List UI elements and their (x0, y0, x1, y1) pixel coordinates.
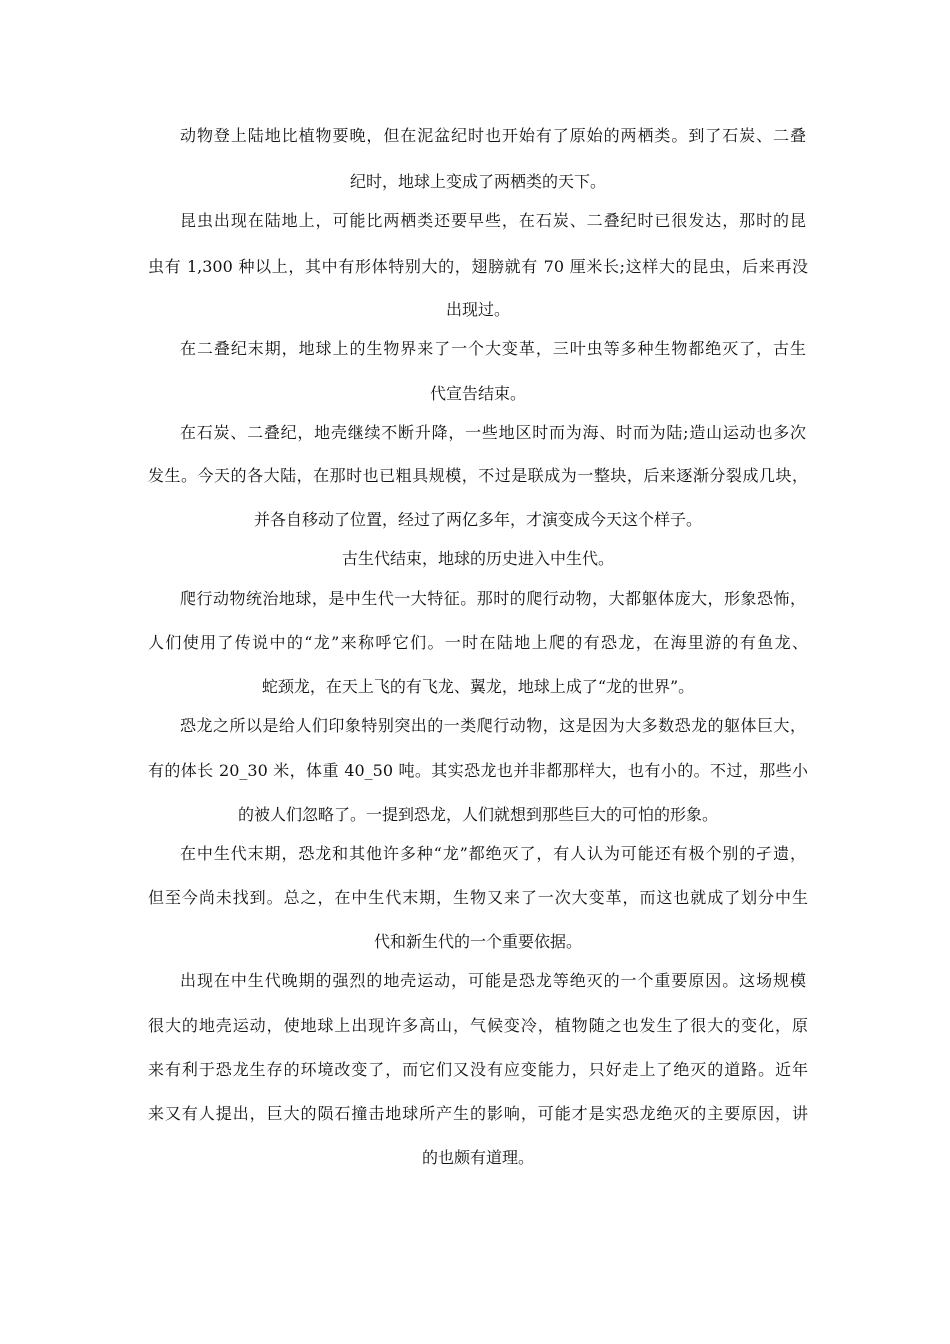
text-line: 但至今尚未找到。总之，在中生代末期，生物又来了一次大变革，而这也就成了划分中生 (148, 888, 808, 907)
text-line: 的被人们忽略了。一提到恐龙，人们就想到那些巨大的可怕的形象。 (237, 805, 718, 824)
text-line: 出现过。 (445, 300, 510, 319)
text-line: 虫有 1,300 种以上，其中有形体特别大的，翅膀就有 70 厘米长;这样大的昆虫，后来再没 (148, 257, 808, 276)
text-line: 在石炭、二叠纪，地壳继续不断升降，一些地区时而为海、时而为陆;造山运动也多次 (180, 423, 806, 442)
text-line: 来又有人提出，巨大的陨石撞击地球所产生的影响，可能才是实恐龙绝灭的主要原因，讲 (148, 1104, 808, 1123)
text-line: 昆虫出现在陆地上，可能比两栖类还要早些，在石炭、二叠纪时已很发达，那时的昆 (180, 211, 806, 230)
text-line: 代宣告结束。 (429, 384, 526, 403)
text-line: 纪时，地球上变成了两栖类的天下。 (349, 172, 606, 191)
text-line: 并各自移动了位置，经过了两亿多年，才演变成今天这个样子。 (253, 510, 702, 529)
text-line: 有的体长 20_30 米，体重 40_50 吨。其实恐龙也并非都那样大，也有小的。不过，那些小 (148, 761, 808, 780)
text-line: 代和新生代的一个重要依据。 (373, 932, 582, 951)
text-line: 出现在中生代晚期的强烈的地壳运动，可能是恐龙等绝灭的一个重要原因。这场规模 (180, 971, 806, 990)
text-line: 蛇颈龙，在天上飞的有飞龙、翼龙，地球上成了“龙的世界”。 (261, 677, 695, 696)
text-line: 动物登上陆地比植物要晚，但在泥盆纪时也开始有了原始的两栖类。到了石炭、二叠 (180, 126, 806, 145)
text-line: 发生。今天的各大陆，在那时也已粗具规模，不过是联成为一整块，后来逐渐分裂成几块， (148, 466, 808, 485)
text-line: 很大的地壳运动，使地球上出现许多高山，气候变冷，植物随之也发生了很大的变化，原 (148, 1016, 808, 1035)
text-line: 古生代结束，地球的历史进入中生代。 (341, 549, 614, 568)
text-line: 恐龙之所以是给人们印象特别突出的一类爬行动物，这是因为大多数恐龙的躯体巨大， (180, 716, 806, 735)
text-line: 爬行动物统治地球，是中生代一大特征。那时的爬行动物，大都躯体庞大，形象恐怖， (180, 589, 806, 608)
text-line: 人们使用了传说中的“龙”来称呼它们。一时在陆地上爬的有恐龙，在海里游的有鱼龙、 (148, 633, 808, 652)
text-line: 来有利于恐龙生存的环境改变了，而它们又没有应变能力，只好走上了绝灭的道路。近年 (148, 1060, 808, 1079)
text-line: 在中生代末期，恐龙和其他许多种“龙”都绝灭了，有人认为可能还有极个别的孑遗， (180, 844, 806, 863)
text-line: 在二叠纪末期，地球上的生物界来了一个大变革，三叶虫等多种生物都绝灭了，古生 (180, 339, 806, 358)
text-line: 的也颇有道理。 (421, 1148, 534, 1167)
